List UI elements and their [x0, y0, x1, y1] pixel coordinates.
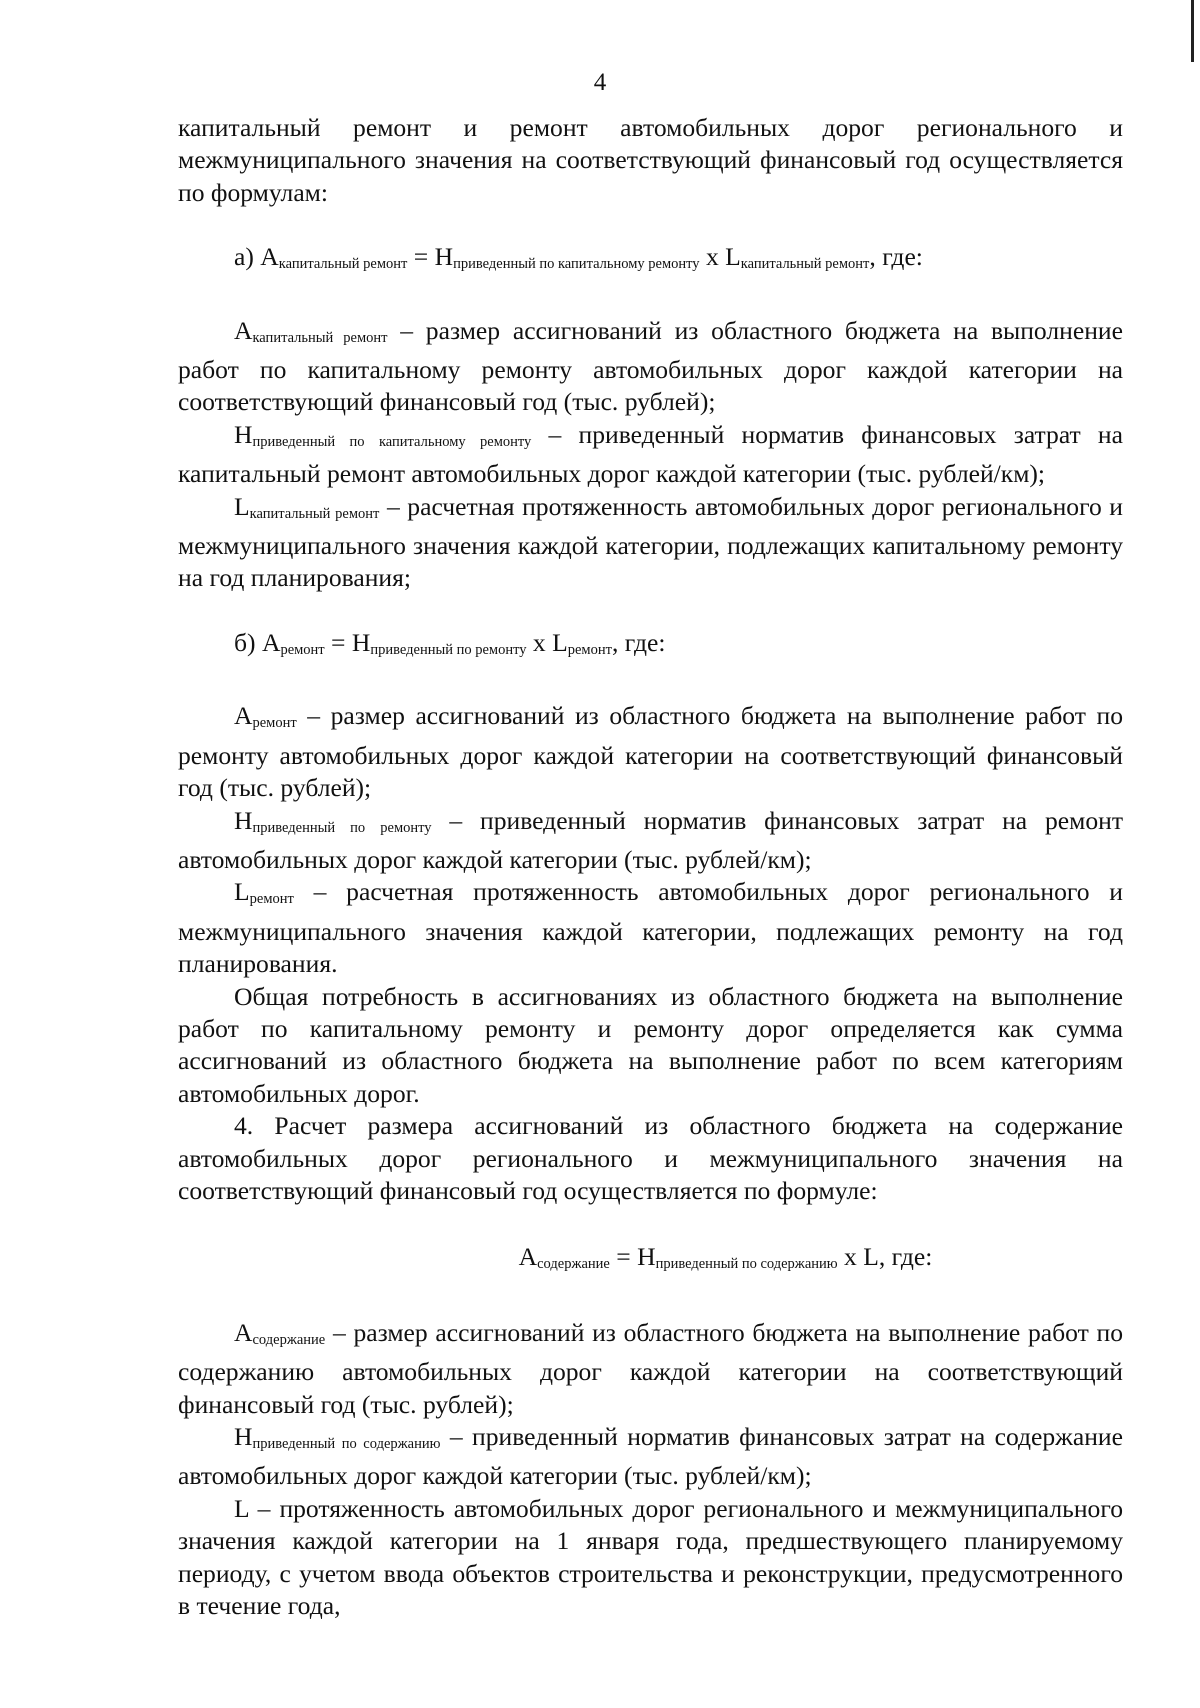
definition-subscript: содержание: [252, 1331, 326, 1348]
definition-symbol: A: [234, 1317, 253, 1347]
formula-c-equals: =: [609, 1242, 638, 1272]
definition-symbol: A: [234, 701, 253, 731]
definition-text: – размер ассигнований из областного бюджета на выполнение работ по содержанию автомобильных дорог каждой категории на соответствующий финансовый год (тыс. рублей);: [178, 1317, 1123, 1419]
definition-symbol: L: [234, 491, 250, 521]
formula-b-symbol-a: A: [261, 627, 281, 657]
definition-subscript: капитальный ремонт: [252, 329, 388, 346]
formula-a-prefix: а): [234, 242, 261, 272]
formula-b-subscript-a: ремонт: [280, 641, 325, 658]
definition-subscript: ремонт: [249, 891, 294, 908]
formula-b-prefix: б): [234, 627, 262, 657]
formula-a-equals: =: [407, 242, 435, 272]
definition-subscript: ремонт: [252, 715, 297, 732]
definition-symbol: A: [234, 315, 253, 345]
formula-a: [178, 241, 1123, 280]
formula-c-suffix: , где:: [878, 1242, 933, 1272]
definition-symbol: H: [234, 805, 253, 835]
item-4-paragraph: 4. Расчет размера ассигнований из областного бюджета на содержание автомобильных дорог регионального и межмуниципального значения на соответствующий финансовый год осуществляется по формуле:: [178, 1111, 1123, 1205]
formula-a-subscript-l: капитальный ремонт: [740, 256, 870, 273]
formula-a-times: x: [699, 242, 726, 272]
formula-b: [178, 627, 1123, 666]
formula-c-subscript-a: содержание: [537, 1256, 610, 1273]
definition-h-capital: [178, 419, 1123, 491]
page-number: 4: [593, 69, 607, 96]
formula-a-symbol-l: L: [725, 242, 741, 272]
total-need-paragraph: Общая потребность в ассигнованиях из областного бюджета на выполнение работ по капитальному ремонту и ремонту дорог определяется как сумма ассигнований из областного бюджета на выполнение работ по всем категориям автомобильных дорог.: [178, 981, 1123, 1108]
formula-b-symbol-h: H: [351, 627, 371, 657]
formula-a-subscript-a: капитальный ремонт: [278, 256, 408, 273]
formula-b-subscript-h: приведенный по ремонту: [370, 641, 527, 658]
scan-edge-mark: [1191, 0, 1194, 62]
definition-text: – приведенный норматив финансовых затрат на ремонт автомобильных дорог каждой категории (тыс. рублей/км);: [178, 805, 1124, 874]
intro-paragraph: капитальный ремонт и ремонт автомобильных дорог регионального и межмуниципального значения на соответствующий финансовый год осуществляется по формулам:: [178, 113, 1123, 207]
definition-l-capital: [178, 491, 1123, 595]
definition-h-repair: [178, 805, 1123, 877]
definition-text: – протяженность автомобильных дорог регионального и межмуниципального значения каждой категории на 1 января года, предшествующего планируемому периоду, с учетом ввода объектов строительства и реконструкции, предусмотренного в течение года,: [178, 1493, 1123, 1621]
formula-b-suffix: , где:: [611, 627, 666, 657]
formula-c-symbol-a: A: [518, 1242, 538, 1272]
formula-c-subscript-h: приведенный по содержанию: [655, 1256, 838, 1273]
formula-a-symbol-h: H: [434, 242, 454, 272]
definition-symbol: H: [234, 1422, 253, 1451]
definition-symbol: H: [234, 419, 253, 449]
definition-symbol: L: [234, 1493, 249, 1523]
definition-l-repair: [178, 876, 1123, 980]
definition-subscript: приведенный по капитальному ремонту: [252, 433, 532, 450]
definition-l-length: [178, 1493, 1123, 1623]
definition-a-repair: [178, 700, 1123, 804]
definition-text: – размер ассигнований из областного бюджета на выполнение работ по капитальному ремонту автомобильных дорог каждой категории на соответствующий финансовый год (тыс. рублей);: [178, 315, 1123, 417]
definition-text: – расчетная протяженность автомобильных дорог регионального и межмуниципального значения каждой категории, подлежащих ремонту на год планирования.: [178, 877, 1123, 979]
formula-c-symbol-h: H: [637, 1242, 656, 1272]
definition-a-maintenance: [178, 1317, 1123, 1421]
formula-b-equals: =: [324, 627, 352, 657]
definition-a-capital: [178, 315, 1123, 419]
formula-a-subscript-h: приведенный по капитальному ремонту: [453, 256, 700, 273]
definition-text: – размер ассигнований из областного бюджета на выполнение работ по ремонту автомобильных дорог каждой категории на соответствующий финансовый год (тыс. рублей);: [178, 701, 1123, 803]
formula-b-times: x: [526, 627, 553, 657]
formula-a-suffix: , где:: [869, 242, 923, 272]
formula-b-symbol-l: L: [552, 627, 568, 657]
formula-a-symbol-a: A: [260, 242, 279, 272]
definition-text: – приведенный норматив финансовых затрат на содержание автомобильных дорог каждой категории (тыс. рублей/км);: [178, 1422, 1123, 1491]
formula-c: [178, 1241, 1123, 1280]
formula-c-times: x: [837, 1242, 864, 1272]
document-body: [178, 112, 1123, 1622]
definition-h-maintenance: [178, 1421, 1123, 1493]
formula-c-symbol-l: L: [863, 1242, 879, 1272]
definition-subscript: приведенный по содержанию: [252, 1436, 441, 1452]
definition-subscript: капитальный ремонт: [249, 505, 380, 522]
definition-subscript: приведенный по ремонту: [252, 819, 432, 836]
formula-b-subscript-l: ремонт: [567, 641, 612, 658]
definition-symbol: L: [234, 877, 250, 907]
definition-text: – приведенный норматив финансовых затрат на капитальный ремонт автомобильных дорог каждой категории (тыс. рублей/км);: [178, 419, 1123, 489]
definition-text: – расчетная протяженность автомобильных дорог регионального и межмуниципального значения каждой категории, подлежащих капитальному ремонту на год планирования;: [178, 491, 1123, 593]
